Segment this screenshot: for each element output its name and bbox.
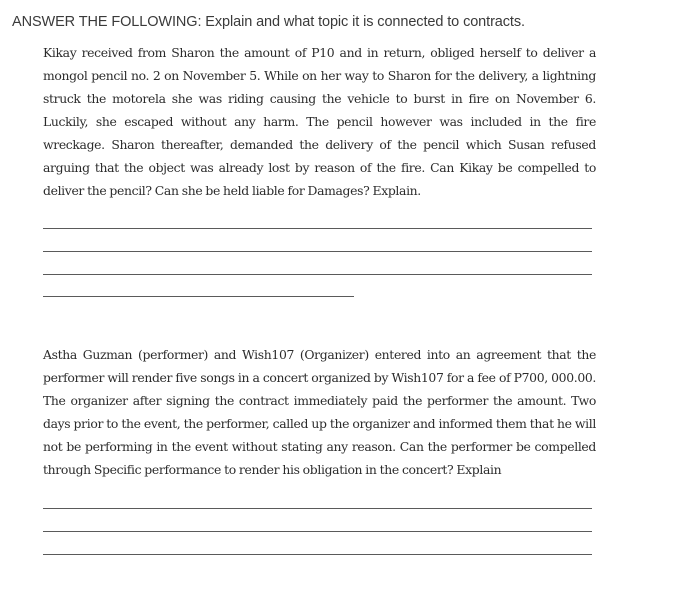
answer-line[interactable] xyxy=(43,508,592,509)
answer-line[interactable] xyxy=(43,554,592,555)
question-2-text: Astha Guzman (performer) and Wish107 (Organizer) entered into an agreement that the performer will render five songs in a concert organized by Wish107 for a fee of P700, 000.00. The organizer after signing the contract immediately paid the performer the amount. Two days prior to the event, the performer, called up the organizer and informed them that he will not be performing in the event without stating any reason. Can the performer be compelled through Specific performance to render his obligation in the concert? Explain xyxy=(43,347,596,477)
answer-line[interactable] xyxy=(43,251,592,252)
answer-line[interactable] xyxy=(43,228,592,229)
answer-line[interactable] xyxy=(43,531,592,532)
answer-line[interactable] xyxy=(43,274,592,275)
instructions-heading: ANSWER THE FOLLOWING: Explain and what topic it is connected to contracts. xyxy=(12,14,525,30)
question-1-text: Kikay received from Sharon the amount of P10 and in return, obliged herself to deliver a mongol pencil no. 2 on November 5. While on her way to Sharon for the delivery, a lightning struck the motorela she was riding causing the vehicle to burst in fire on November 6. Luckily, she escaped without any harm. The pencil however was included in the fire wreckage. Sharon thereafter, demanded the delivery of the pencil which Susan refused arguing that the object was already lost by reason of the fire. Can Kikay be compelled to deliver the pencil? Can she be held liable for Damages? Explain. xyxy=(43,45,596,198)
answer-line[interactable] xyxy=(43,296,354,297)
